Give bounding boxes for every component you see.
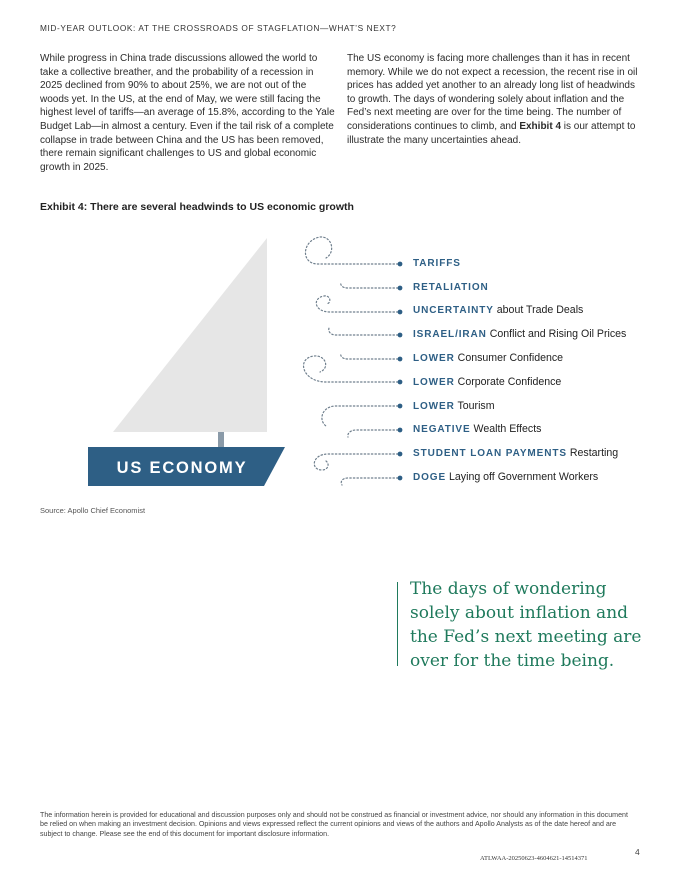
wind-swirl bbox=[329, 328, 398, 335]
wind-endpoint-dot bbox=[398, 333, 403, 338]
pull-quote-rule bbox=[397, 582, 398, 666]
headwind-label bbox=[413, 257, 461, 269]
headwind-detail: Corporate Confidence bbox=[454, 376, 562, 388]
headwind-label bbox=[413, 447, 618, 459]
headwind-label bbox=[413, 376, 561, 388]
headwind-keyword: NEGATIVE bbox=[413, 424, 471, 435]
headwind-label bbox=[413, 423, 541, 435]
wind-swirl bbox=[316, 296, 398, 312]
wind-endpoint-dot bbox=[398, 428, 403, 433]
headwind-label bbox=[413, 352, 563, 364]
headwind-label bbox=[413, 471, 598, 483]
sail-shape bbox=[113, 238, 267, 432]
boat-label: US ECONOMY bbox=[116, 459, 248, 477]
wind-swirl bbox=[322, 406, 398, 426]
headwind-label bbox=[413, 281, 489, 293]
wind-endpoint-dot bbox=[398, 404, 403, 409]
wind-endpoint-dot bbox=[398, 262, 403, 267]
wind-endpoint-dot bbox=[398, 380, 403, 385]
footer-disclaimer: The information herein is provided for educational and discussion purposes only and should not be construed as financial or investment advice, nor should any information in this document be relied on when making an investment decision. Opinions and views expressed reflect the current opinions and views of the authors and Apollo Analysts as of the date hereof and are subject to change. Please see the end of this document for important disclosure information. bbox=[40, 811, 628, 838]
body-paragraph-right bbox=[347, 52, 643, 147]
paragraph-text: is our attempt to illustrate the many uncertainties ahead. bbox=[347, 120, 636, 146]
headwind-label bbox=[413, 304, 583, 316]
wind-swirl bbox=[304, 356, 398, 382]
headwind-label bbox=[413, 328, 626, 340]
wind-swirl bbox=[341, 478, 398, 485]
headwind-detail: Wealth Effects bbox=[470, 423, 542, 435]
headwind-keyword: UNCERTAINTY bbox=[413, 305, 494, 316]
body-paragraph-left: While progress in China trade discussions allowed the world to take a collective breather, and the probability of a recession in 2025 declined from 90% to about 25%, we are not out of the woods yet. In the US, at the end of May, we were still facing the highest level of tariffs—an average of 15.8%, according to the Yale Budget Lab—in almost a century. Even if the tail risk of a complete collapse in trade between China and the US has been removed, there remain significant challenges to US and global economic growth in 2025. bbox=[40, 53, 335, 173]
headwind-keyword: RETALIATION bbox=[413, 282, 489, 293]
wind-endpoint-dot bbox=[398, 476, 403, 481]
headwind-keyword: STUDENT LOAN PAYMENTS bbox=[413, 448, 567, 459]
paragraph-text: The US economy is facing more challenges than it has in recent memory. While we do not expect a recession, the recent rise in oil prices has added yet another to an already long list of headwinds to growth. The days of wondering solely about inflation and the Fed’s next meeting are over for the time being. The number of considerations continues to climb, and bbox=[347, 53, 638, 132]
wind-endpoint-dot bbox=[398, 286, 403, 291]
headwind-detail: Laying off Government Workers bbox=[446, 471, 599, 483]
headwind-detail: Restarting bbox=[566, 447, 619, 459]
wind-swirl bbox=[348, 430, 398, 437]
wind-endpoint-dot bbox=[398, 357, 403, 362]
headwind-keyword: LOWER bbox=[413, 377, 455, 388]
headwind-label bbox=[413, 400, 495, 412]
boat-mast bbox=[218, 432, 224, 448]
wind-swirl bbox=[314, 454, 398, 470]
pull-quote: The days of wondering solely about inflation and the Fed’s next meeting are over for the time being. bbox=[410, 579, 642, 671]
wind-swirl bbox=[341, 353, 398, 359]
headwind-detail: Tourism bbox=[454, 400, 495, 412]
headwind-keyword: LOWER bbox=[413, 353, 455, 364]
headwind-keyword: DOGE bbox=[413, 472, 447, 483]
running-header: MID-YEAR OUTLOOK: AT THE CROSSROADS OF STAGFLATION—WHAT’S NEXT? bbox=[40, 23, 397, 33]
headwind-detail: Consumer Confidence bbox=[454, 352, 564, 364]
document-id: ATLWAA-20250623-4604621-14514371 bbox=[480, 855, 588, 862]
headwind-keyword: LOWER bbox=[413, 401, 455, 412]
page-number: 4 bbox=[635, 847, 640, 857]
exhibit-source: Source: Apollo Chief Economist bbox=[40, 506, 146, 515]
headwind-keyword: ISRAEL/IRAN bbox=[413, 329, 487, 340]
wind-swirl bbox=[341, 282, 398, 288]
wind-endpoint-dot bbox=[398, 310, 403, 315]
exhibit-title: Exhibit 4: There are several headwinds to US economic growth bbox=[40, 201, 354, 213]
exhibit-reference: Exhibit 4 bbox=[519, 120, 562, 132]
wind-endpoint-dot bbox=[398, 452, 403, 457]
headwind-detail: about Trade Deals bbox=[493, 304, 584, 316]
headwind-detail: Conflict and Rising Oil Prices bbox=[486, 328, 627, 340]
headwind-keyword: TARIFFS bbox=[413, 258, 461, 269]
wind-swirl bbox=[305, 237, 398, 264]
